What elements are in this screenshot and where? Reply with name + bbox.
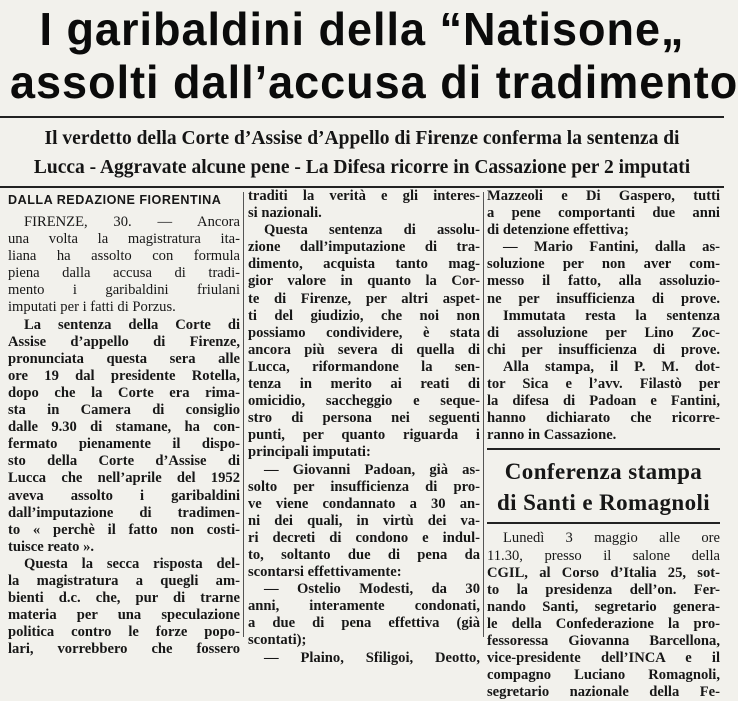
text-line: lari, vorrebbero che fossero	[8, 641, 240, 658]
byline: DALLA REDAZIONE FIORENTINA	[8, 193, 222, 207]
text-line: tor Sica e l’avv. Filastò per	[487, 376, 720, 393]
column-divider-2	[483, 192, 484, 637]
text-line: politica contro le forze popo-	[8, 624, 240, 641]
column-2-text	[248, 188, 480, 667]
text-line: Lucca che nell’aprile del 1952	[8, 470, 240, 487]
text-line: to la presidenza dell’on. Fer-	[487, 581, 720, 598]
text-line: piena dalla accusa di tradi-	[8, 265, 240, 282]
text-line: to « perchè il fatto non costi-	[8, 521, 240, 538]
text-line: fessoressa Giovanna Barcellona,	[487, 632, 720, 649]
text-line: di detenzione effettiva;	[487, 222, 629, 239]
text-line: hanno dichiarato che ricorre-	[487, 410, 720, 427]
text-line: ranno in Cassazione.	[487, 427, 617, 444]
text-line: — Plaino, Sfiligoi, Deotto,	[264, 649, 480, 666]
subheadline-line-1: Il verdetto della Corte d’Assise d’Appello di Firenze conferma la sentenza di	[44, 128, 680, 149]
text-line: to, soltanto due di pena da	[248, 546, 480, 563]
text-line: nando Santi, segretario genera-	[487, 598, 720, 615]
text-line: Lucca, riformandone la sen-	[248, 358, 480, 375]
text-line: stro di persona nei seguenti	[248, 410, 480, 427]
text-line: tenza in merito ai reati di	[248, 376, 480, 393]
text-line: sta in Camera di consiglio	[8, 402, 240, 419]
text-line: tuisce reato ».	[8, 538, 95, 555]
text-line: CGIL, al Corso d’Italia 25, sot-	[487, 564, 720, 581]
text-line: materia per una speculazione	[8, 607, 240, 624]
text-line: ve viene condannato a 30 an-	[248, 495, 480, 512]
box-headline-line-1: Conferenza stampa	[504, 459, 703, 485]
headline-line-2: assolti dall’accusa di tradimento	[10, 56, 738, 109]
column-3	[487, 188, 720, 701]
text-line: fermato pienamente il dispo-	[8, 436, 240, 453]
text-line: la magistratura a quegli am-	[8, 572, 240, 589]
text-line: anni, interamente condonati,	[248, 598, 480, 615]
headline-line-1: I garibaldini della “Natisone„	[39, 2, 685, 55]
text-line: gior valore in quanto la Cor-	[248, 273, 480, 290]
text-line: ti del giudizio, che noi non	[248, 307, 480, 324]
text-line: possiamo condividere, è stata	[248, 324, 480, 341]
text-line: punti, per quanto riguarda i	[248, 427, 480, 444]
text-line: bienti d.c. che, pur di trarne	[8, 590, 240, 607]
text-line: FIRENZE, 30. — Ancora	[24, 214, 240, 230]
box-headline-line-2: di Santi e Romagnoli	[496, 490, 711, 516]
text-line: solto per insufficienza di pro-	[248, 478, 480, 495]
text-line: a pene comportanti due anni	[487, 205, 720, 222]
text-line: si nazionali.	[248, 205, 322, 222]
text-line: ore 19 dal presidente Rotella,	[8, 367, 240, 384]
column-1-text	[8, 214, 240, 658]
text-line: scontarsi effettivamente:	[248, 564, 402, 581]
box-headline	[487, 456, 720, 518]
text-line: dimento, acquista tanto mag-	[248, 256, 480, 273]
text-line: principali imputati:	[248, 444, 371, 461]
text-line: Assise d’appello di Firenze,	[8, 333, 240, 350]
text-line: traditi la verità e gli interes-	[248, 188, 480, 204]
text-line: soluzione per non aver com-	[487, 256, 720, 273]
top-rule	[0, 116, 724, 118]
column-1	[8, 192, 240, 658]
text-line: le della Confederazione la pro-	[487, 615, 720, 632]
text-line: pronunciata questa sera alle	[8, 350, 240, 367]
text-line: La sentenza della Corte di	[24, 316, 240, 333]
text-line: — Giovanni Padoan, già as-	[264, 461, 480, 478]
text-line: segretario nazionale della Fe-	[487, 684, 720, 701]
text-line: — Mario Fantini, dalla as-	[503, 239, 720, 256]
column-3-text	[487, 188, 720, 444]
text-line: imputati per i fatti di Porzus.	[8, 299, 176, 316]
text-line: sto della Corte d’Assise di	[8, 453, 240, 470]
text-line: ancora più severa di quella di	[248, 341, 480, 358]
text-line: liana ha assolto con formula	[8, 248, 240, 265]
text-line: dalle 9.30 di stamane, ha con-	[8, 419, 240, 436]
text-line: dall’imputazione di tradimen-	[8, 504, 240, 521]
headline	[10, 2, 738, 109]
column-3-box-text	[487, 530, 720, 701]
text-line: ni dei quali, in virtù dei va-	[248, 512, 480, 529]
text-line: mento i garibaldini friulani	[8, 282, 240, 299]
box-rule-bottom	[487, 522, 720, 524]
subheadline-line-2: Lucca - Aggravate alcune pene - La Difesa ricorre in Cassazione per 2 imputati	[33, 157, 691, 178]
text-line: Questa sentenza di assolu-	[264, 222, 480, 239]
text-line: compagno Luciano Romagnoli,	[487, 667, 720, 684]
text-line: te di Firenze, per altri aspet-	[248, 290, 480, 307]
text-line: Alla stampa, il P. M. dot-	[503, 358, 720, 375]
column-2	[248, 188, 480, 666]
subheadline	[12, 124, 712, 182]
text-line: una volta la magistratura ita-	[8, 231, 240, 248]
text-line: Mazzeoli e Di Gaspero, tutti	[487, 188, 720, 204]
text-line: chi per insufficienza di prove.	[487, 341, 720, 358]
text-line: la difesa di Padoan e Fantini,	[487, 393, 720, 410]
text-line: ne per insufficienza di prove.	[487, 290, 720, 307]
text-line: dopo che la Corte era rima-	[8, 384, 240, 401]
text-line: a due di pena effettiva (già	[248, 615, 480, 632]
text-line: — Ostelio Modesti, da 30	[264, 581, 480, 598]
text-line: Questa la secca risposta del-	[24, 555, 240, 572]
text-line: Lunedì 3 maggio alle ore	[503, 530, 720, 547]
box-rule-top	[487, 448, 720, 450]
text-line: scontati);	[248, 632, 307, 649]
text-line: aveva assolto i garibaldini	[8, 487, 240, 504]
text-line: ri decreti di condono e indul-	[248, 529, 480, 546]
text-line: vice-presidente dell’INCA e il	[487, 650, 720, 667]
text-line: 11.30, presso il salone della	[487, 547, 720, 564]
text-line: di assoluzione per Lino Zoc-	[487, 324, 720, 341]
text-line: omicidio, saccheggio e seque-	[248, 393, 480, 410]
text-line: messo il fatto, alla assoluzio-	[487, 273, 720, 290]
column-divider-1	[243, 192, 244, 637]
text-line: zione dall’imputazione di tra-	[248, 239, 480, 256]
text-line: Immutata resta la sentenza	[503, 307, 720, 324]
